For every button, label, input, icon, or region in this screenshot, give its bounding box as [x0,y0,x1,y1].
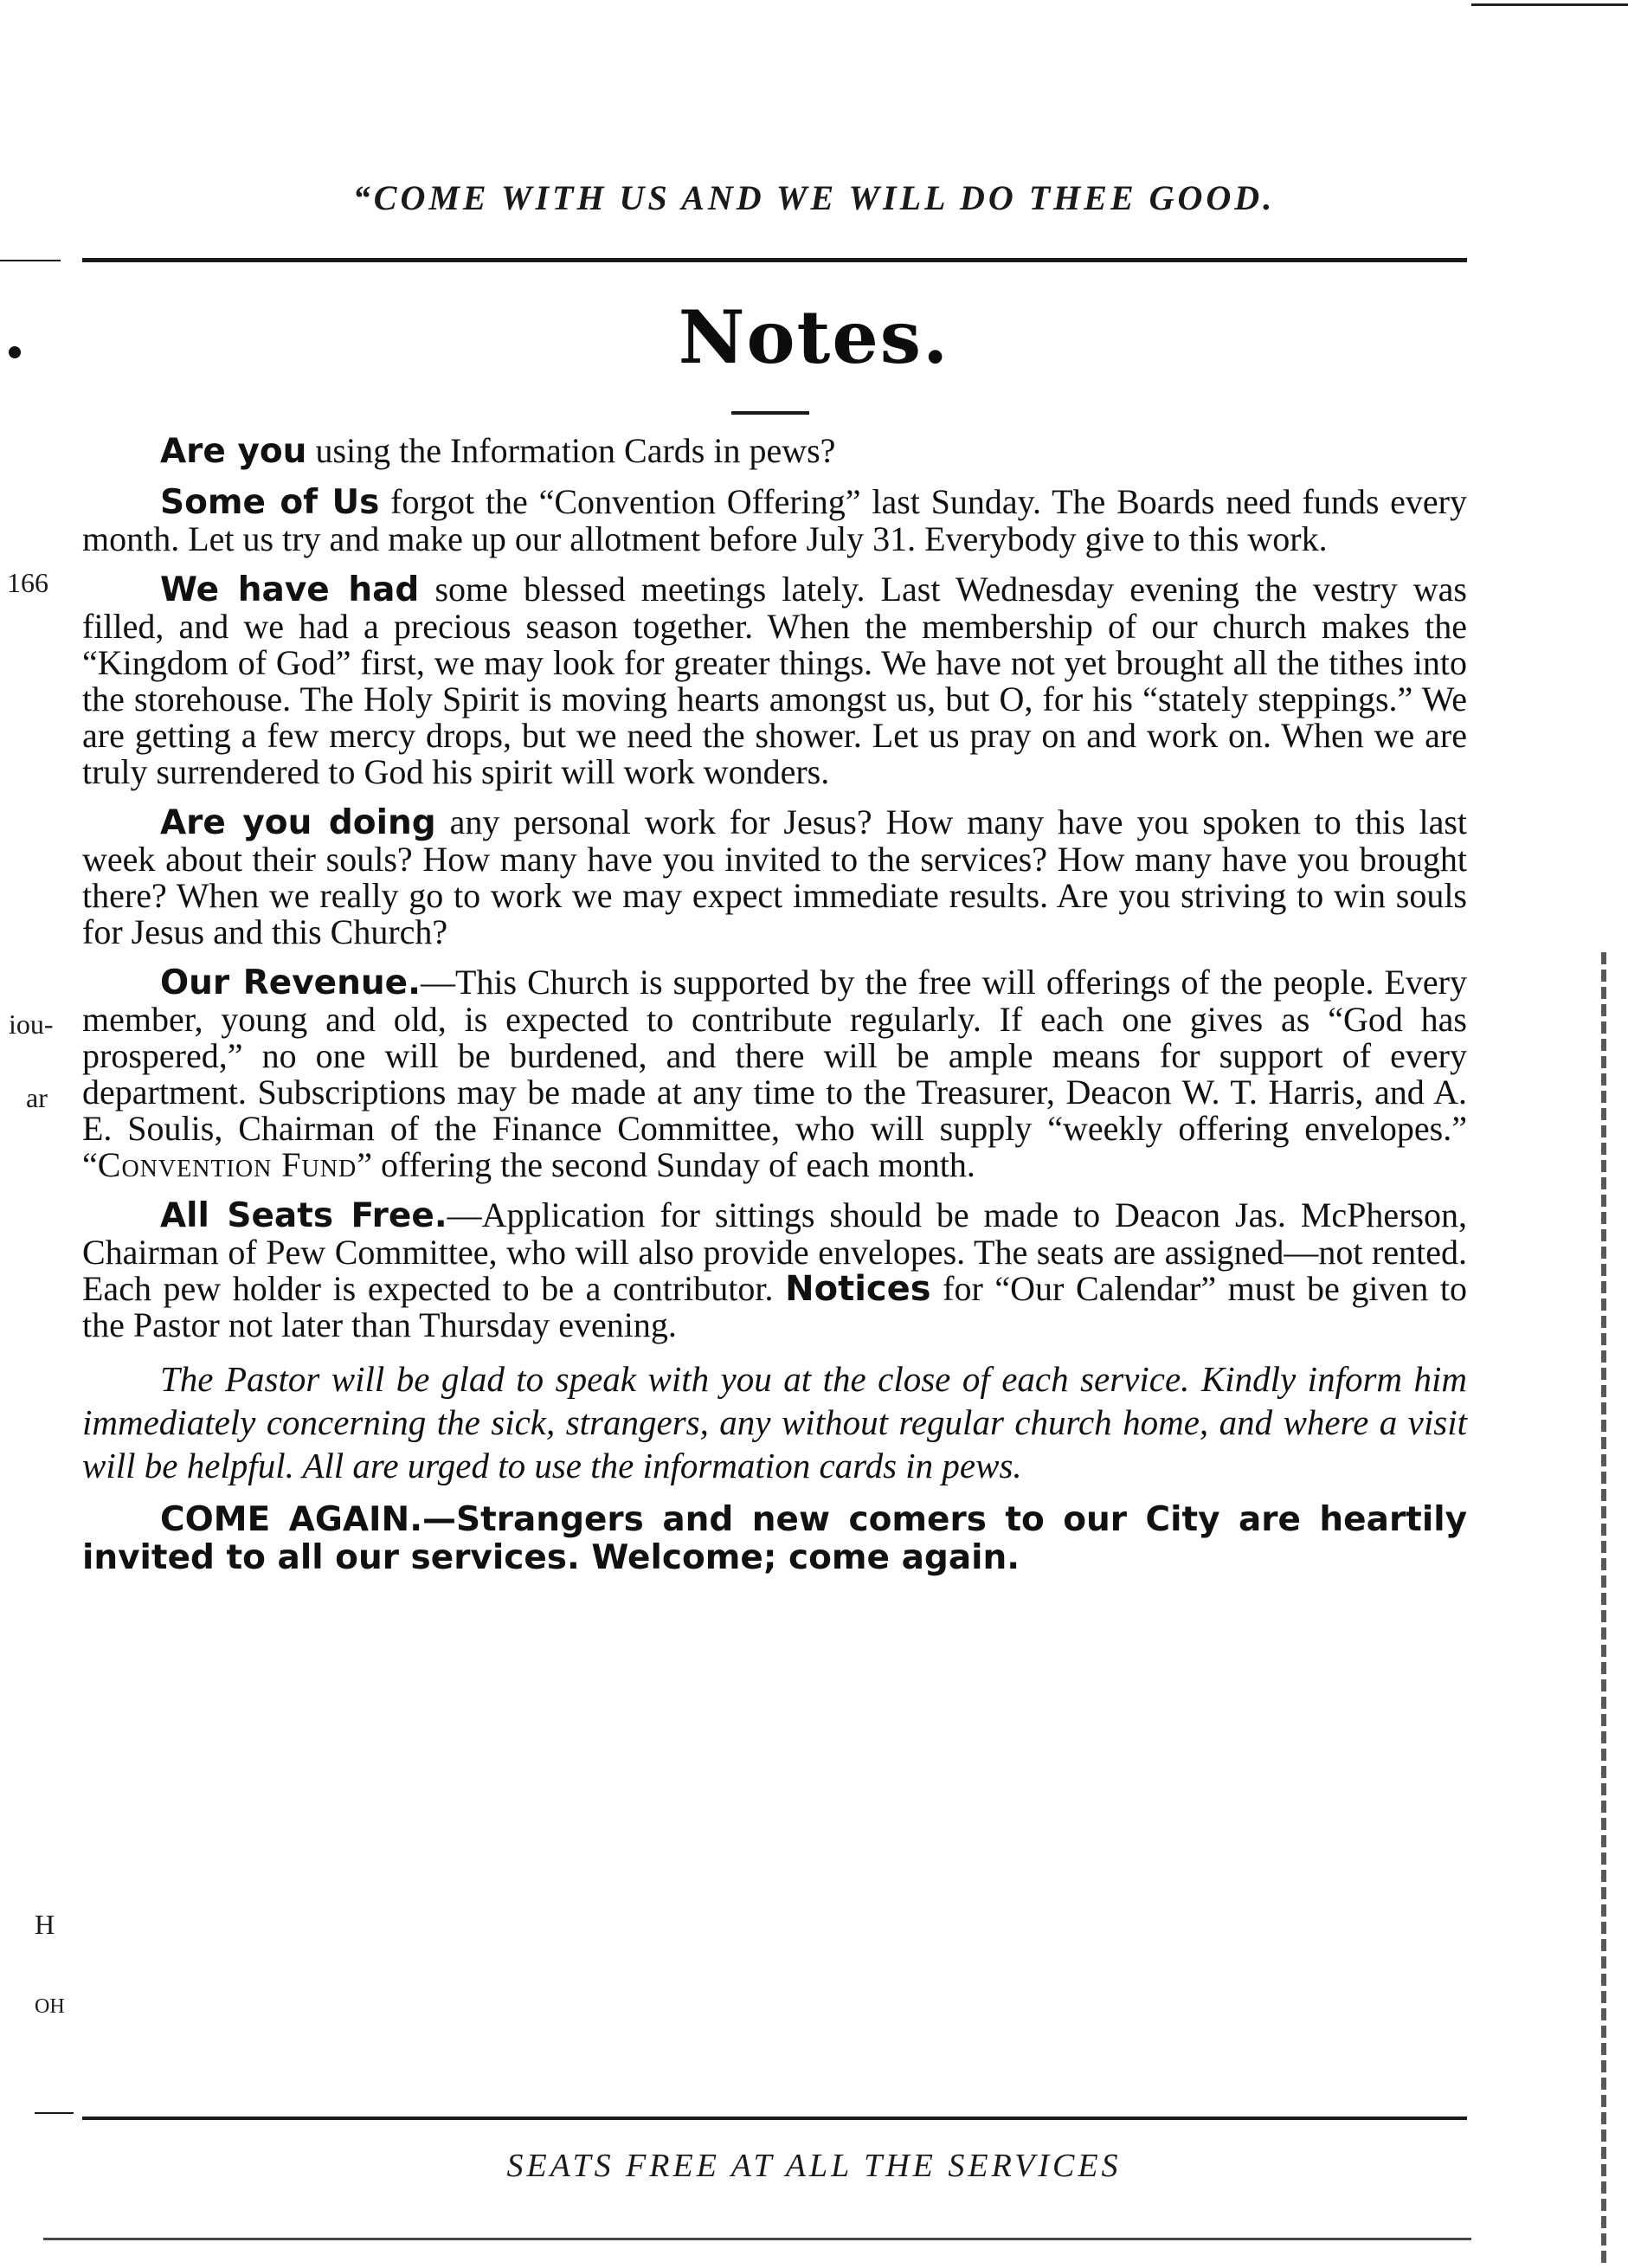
note-information-cards [82,433,1467,470]
note-text: any personal work for Jesus? How many have you spoken to this last week about their souls? How many have you invited to the services? How many have you brought there? When we really go to work we may expect immediate results. Are you striving to win souls for Jesus and this Church? [82,802,1467,951]
note-text: using the Information Cards in pews? [306,431,836,470]
corner-mark [1471,3,1628,6]
note-text: some blessed meetings lately. Last Wednesday evening the vestry was filled, and we had a precious season together. When the membership of our church makes the “Kingdom of God” first, we may look for greater things. We have not yet brought all the tithes into the storehouse. The Holy Spirit is moving hearts amongst us, but O, for his “stately steppings.” We are getting a few mercy drops, but we need the shower. Let us pray on and work on. When we are truly surrendered to God his spirit will work wonders. [82,570,1467,791]
margin-fragment: H [35,1909,55,1940]
margin-fragment: ar [26,1082,48,1113]
note-text: —This Church is supported by the free will offerings of the people. Every member, young and old, is expected to contribute regularly. If each one gives as “God has prospered,” no one will be burdened, and there will be ample means for support of every department. Subscriptions may be made at any time to the Treasurer, Deacon W. T. Harris, and A. E. Soulis, Chairman of the Finance Committee, who will supply “weekly offering envelopes.” “ [82,963,1468,1184]
note-lead: Are you [160,432,307,471]
page-title: Notes. [678,294,950,380]
convention-fund-label: Convention Fund [97,1145,357,1184]
note-text: ” offering the second Sunday of each month. [357,1145,975,1184]
margin-fragment: 166 [7,567,48,598]
title-rule [731,411,809,415]
header-quote: “COME WITH US AND WE WILL DO THEE GOOD. [352,178,1276,217]
note-revenue [82,964,1467,1183]
note-lead: All Seats Free. [160,1196,447,1235]
side-binding-edge [1601,952,1606,2268]
note-lead: Some of Us [160,483,380,522]
note-lead: We have had [160,570,420,609]
note-text: —Application for sittings should be made to Deacon Jas. McPherson, Chairman of Pew Committee, who will also provide envelopes. The seats are assigned—not rented. Each pew holder is expected to be a contributor. [82,1195,1467,1308]
margin-fragment: OH [35,1995,65,2018]
note-personal-work [82,804,1467,950]
bottom-rule [82,2117,1467,2120]
note-lead: Are you doing [160,803,436,842]
footer-text: SEATS FREE AT ALL THE SERVICES [506,2148,1122,2184]
closing-text: —Strangers and new comers to our City are heartily invited to all our services. Welcome; come again. [82,1500,1467,1577]
notices-label: Notices [785,1269,931,1309]
closing-note [82,1501,1467,1577]
note-seats-free [82,1197,1467,1343]
note-text: for “Our Calendar” must be given to the Pastor not later than Thursday evening. [82,1269,1467,1344]
notes-body [82,433,1467,1591]
note-meetings [82,571,1467,790]
closing-lead: COME AGAIN. [160,1500,423,1539]
note-convention-offering [82,484,1467,557]
footer-rule [43,2238,1471,2240]
pastor-note: The Pastor will be glad to speak with you at the close of each service. Kindly inform him immediately concerning the sick, strangers, any without regular church home, and where a visit will be helpful. All are urged to use the information cards in pews. [82,1359,1467,1485]
top-rule [82,258,1467,262]
note-text: forgot the “Convention Offering” last Sunday. The Boards need funds every month. Let us try and make up our allotment before July 31. Everybody give to this work. [82,482,1467,558]
top-rule-dash [0,260,61,261]
bottom-rule-dash [35,2112,74,2114]
note-lead: Our Revenue. [160,963,421,1002]
margin-fragment: iou- [9,1008,54,1040]
